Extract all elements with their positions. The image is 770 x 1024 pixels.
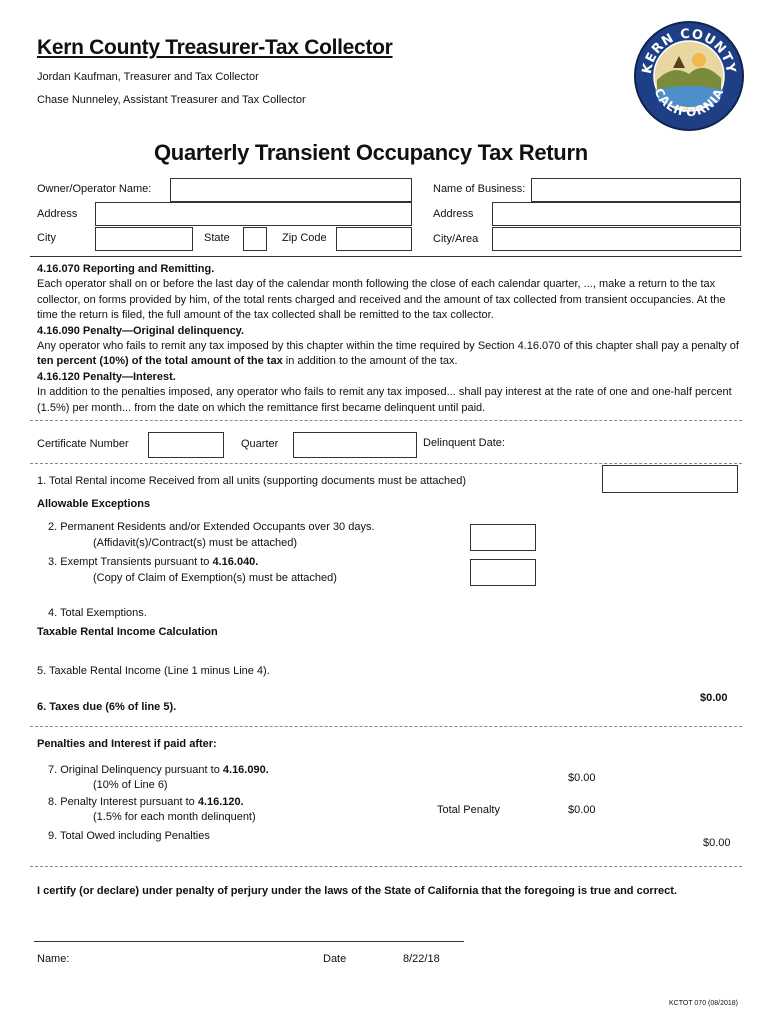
date-value[interactable]: 8/22/18: [403, 953, 440, 965]
line-8-note: (1.5% for each month delinquent): [93, 811, 256, 823]
svg-text:CALIFORNIA: CALIFORNIA: [651, 85, 727, 120]
line-2-field[interactable]: [470, 524, 536, 551]
divider: [30, 866, 742, 867]
svg-text:KERN COUNTY: KERN COUNTY: [639, 26, 739, 75]
line-3-field[interactable]: [470, 559, 536, 586]
owner-zip-label: Zip Code: [282, 232, 327, 244]
taxable-income-heading: Taxable Rental Income Calculation: [37, 626, 218, 638]
line-6-label: 6. Taxes due (6% of line 5).: [37, 701, 177, 713]
owner-name-label: Owner/Operator Name:: [37, 183, 152, 195]
treasurer-name: Jordan Kaufman, Treasurer and Tax Collector: [37, 71, 259, 83]
owner-city-label: City: [37, 232, 56, 244]
line-5-label: 5. Taxable Rental Income (Line 1 minus Line 4).: [37, 665, 270, 677]
line-1-field[interactable]: [602, 465, 738, 493]
owner-address-field[interactable]: [95, 202, 412, 226]
quarter-field[interactable]: [293, 432, 417, 458]
business-name-label: Name of Business:: [433, 183, 526, 195]
penalties-heading: Penalties and Interest if paid after:: [37, 738, 217, 750]
owner-state-label: State: [204, 232, 230, 244]
name-label: Name:: [37, 953, 70, 965]
business-address-field[interactable]: [492, 202, 741, 226]
section-4-16-070-heading: 4.16.070 Reporting and Remitting.: [37, 263, 215, 275]
certificate-number-label: Certificate Number: [37, 438, 129, 450]
county-seal-logo: [633, 20, 745, 132]
allowable-exceptions-heading: Allowable Exceptions: [37, 498, 151, 510]
section-4-16-090-text: Any operator who fails to remit any tax imposed by this chapter within the time required by Section 4.16.070 of this chapter shall pay a penalty of ten percent (10%) of the total amount of the tax in addition to the amount of the tax.: [37, 340, 739, 368]
section-4-16-090-heading: 4.16.090 Penalty—Original delinquency.: [37, 324, 245, 337]
owner-name-field[interactable]: [170, 178, 412, 202]
line-2-label: 2. Permanent Residents and/or Extended Occupants over 30 days.: [48, 521, 375, 533]
line-2-note: (Affidavit(s)/Contract(s) must be attached): [93, 537, 297, 549]
line-7-label: 7. Original Delinquency pursuant to 4.16.090.: [48, 764, 269, 776]
certification-statement: I certify (or declare) under penalty of perjury under the laws of the State of California that the foregoing is true and correct.: [37, 885, 677, 897]
line-4-label: 4. Total Exemptions.: [48, 607, 147, 619]
owner-city-field[interactable]: [95, 227, 193, 251]
owner-address-label: Address: [37, 208, 78, 220]
line-8-value: $0.00: [568, 804, 596, 816]
owner-state-field[interactable]: [243, 227, 267, 251]
total-penalty-label: Total Penalty: [437, 804, 500, 816]
business-name-field[interactable]: [531, 178, 741, 202]
divider: [30, 463, 742, 464]
form-id: KCTOT 070 (08/2018): [669, 1000, 739, 1007]
signature-line[interactable]: [34, 941, 464, 942]
section-4-16-120-text: In addition to the penalties imposed, any operator who fails to remit any tax imposed... shall pay interest at the rate of one and one-half percent (1.5%) per month... from the date on which the remittance first became delinquent until paid.: [37, 386, 732, 414]
divider: [30, 256, 742, 257]
form-title: Quarterly Transient Occupancy Tax Return: [154, 140, 588, 165]
delinquent-date-label: Delinquent Date:: [423, 437, 505, 449]
divider: [30, 420, 742, 421]
line-8-label: 8. Penalty Interest pursuant to 4.16.120.: [48, 796, 244, 808]
line-6-value: $0.00: [700, 692, 728, 704]
business-address-label: Address: [433, 208, 474, 220]
owner-zip-field[interactable]: [336, 227, 412, 251]
line-7-value: $0.00: [568, 772, 596, 784]
line-3-label: 3. Exempt Transients pursuant to 4.16.040.: [48, 556, 259, 568]
agency-title: Kern County Treasurer-Tax Collector: [37, 36, 393, 59]
line-9-label: 9. Total Owed including Penalties: [48, 830, 210, 842]
line-1-label: 1. Total Rental income Received from all units (supporting documents must be attached): [37, 475, 467, 487]
assistant-treasurer-name: Chase Nunneley, Assistant Treasurer and Tax Collector: [37, 94, 306, 106]
date-label: Date: [323, 953, 347, 965]
line-3-note: (Copy of Claim of Exemption(s) must be attached): [93, 572, 337, 584]
business-city-field[interactable]: [492, 227, 741, 251]
section-4-16-120-heading: 4.16.120 Penalty—Interest.: [37, 370, 176, 383]
divider: [30, 726, 742, 727]
business-city-label: City/Area: [433, 233, 479, 245]
section-4-16-070-text: Each operator shall on or before the last day of the calendar month following the close of each calendar quarter, ..., make a return to the tax collector, on forms provided by him, of the total rents charged and received and the amount of tax collected from transient occupancies. At the time the return is filed, the full amount of the tax collected shall be remitted to the tax collector.: [37, 278, 726, 322]
line-9-value: $0.00: [703, 837, 731, 849]
certificate-number-field[interactable]: [148, 432, 224, 458]
ordinance-text: [37, 262, 749, 416]
line-7-note: (10% of Line 6): [93, 779, 168, 791]
quarter-label: Quarter: [241, 438, 279, 450]
